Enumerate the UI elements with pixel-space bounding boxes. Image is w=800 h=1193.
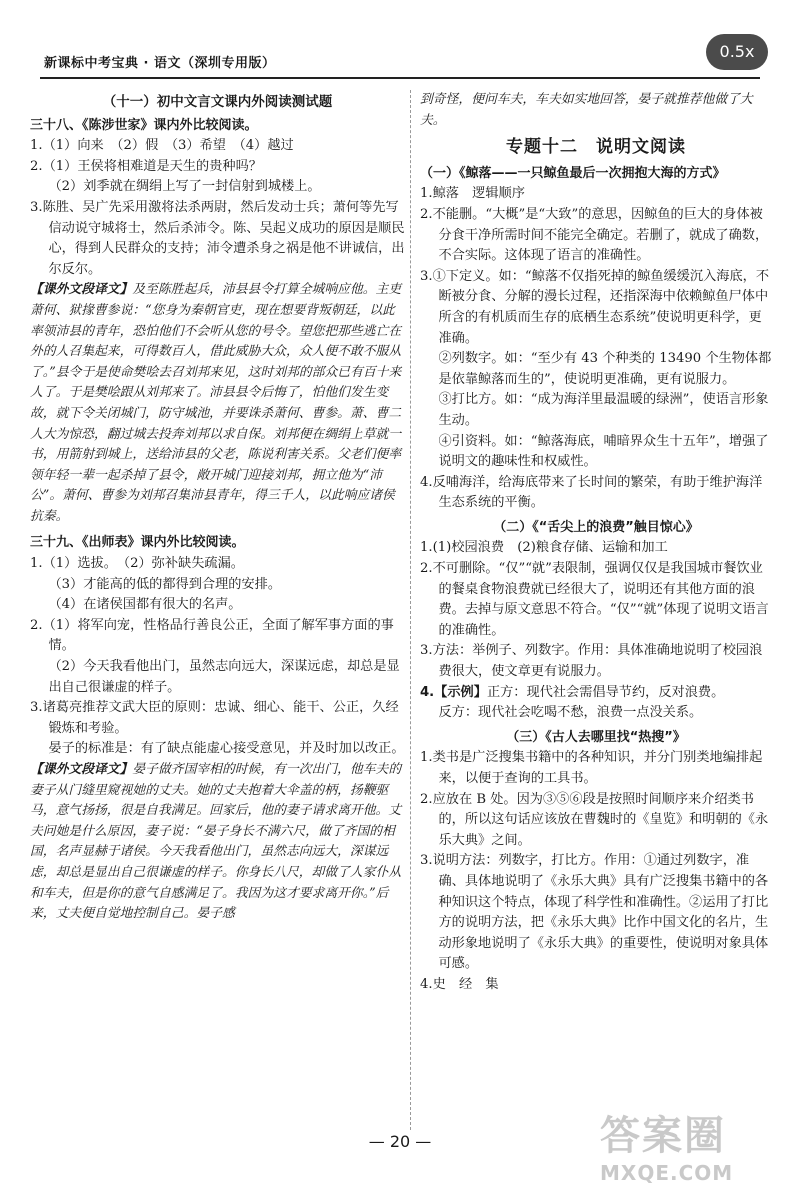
answer-s1-3-3: ③打比方。如：“成为海洋里最温暖的绿洲”，使语言形象生动。 [438,392,769,428]
answer-s2-4 [420,683,772,704]
example-tag: 4.【示例】 [420,684,487,700]
answer-39-2-1: 2.（1）将军向宠，性格品行善良公正，全面了解军事方面的事情。 [30,617,394,654]
answer-s3-3: 3.说明方法：列数字，打比方。作用：①通过列数字，准确、具体地说明了《永乐大典》具有广泛搜集书籍中的各种知识这个特点，体现了科学性和准确性。②运用了打比方的说明方法，把《永乐大典》比作中国文化的名片，生动形象地说明了《永乐大典》的重要性，使说明对象具体可感。 [420,853,769,972]
translation-38 [30,280,405,527]
answer-38-3: 3.陈胜、吴广先采用激将法杀两尉，然后发动士兵；萧何等先写信动说守城将士，然后杀沛令。陈、吴起义成功的原因是顺民心，得到人民群众的支持；沛令遭杀身之祸是他不讲诚信，出尔反尔。 [30,199,405,277]
answer-38-1: 1.（1）向来 （2）假 （3）希望 （4）越过 [30,138,294,154]
answer-s2-4-text: 正方：现代社会需倡导节约，反对浪费。 [486,684,725,700]
answer-s3-1: 1.类书是广泛搜集书籍中的各种知识，并分门别类地编排起来，以便于查询的工具书。 [420,750,763,786]
answer-s1-3-2: ②列数字。如：“至少有 43 个种类的 13490 个生物体都是依靠鲸落而生的”，使说明更准确，更有说服力。 [438,351,772,387]
watermark-logo: 答案圈 [600,1113,726,1159]
topic-12-title: 专题十二 说明文阅读 [506,137,686,158]
subsection-1-title: （一）《鲸落——一只鲸鱼最后一次拥抱大海的方式》 [420,165,726,181]
translation-text: 晏子做齐国宰相的时候，有一次出门，他车夫的妻子从门缝里窥视她的丈夫。她的丈夫抱着大伞盖的柄，扬鞭驱马，意气扬扬，很是自我满足。回家后，他的妻子请求离开他。丈夫问她是什么原因，妻子说：“晏子身长不满六尺，做了齐国的相国，名声显赫于诸侯。今天我看他出门，虽然志向远大，深谋远虑，却总是显出自己很谦虚的样子。你身长八尺，却做了人家仆从和车夫，但是你的意气自感满足了。我因为这才要求离开你。”后来，丈夫便自觉地控制自己。晏子感 [30,762,402,922]
left-column [30,90,405,925]
translation-tag: 【课外文段译文】 [30,762,133,777]
zoom-level-badge[interactable]: 0.5x [706,34,768,70]
subsection-2-title: （二）《“舌尖上的浪费”触目惊心》 [493,519,699,535]
answer-s2-1: 1.(1)校园浪费 (2)粮食存储、运输和加工 [420,540,668,556]
column-divider [410,90,411,1130]
subsection-3-title: （三）《古人去哪里找“热搜”》 [506,729,686,745]
answer-s3-4: 4.史 经 集 [420,976,499,992]
answer-39-1-2: （3）才能高的低的都得到合理的安排。 [48,576,282,592]
answer-s1-3-4: ④引资料。如：“鲸落海底，哺暗界众生十五年”，增强了说明文的趣味性和权威性。 [438,433,769,470]
answer-s1-3-1: 3.①下定义。如：“鲸落不仅指死掉的鲸鱼缓缓沉入海底，不断被分食、分解的漫长过程，还指深海中依赖鲸鱼尸体中所含的有机质而生存的底栖生态系统”使说明更科学，更准确。 [420,268,770,346]
translation-39 [30,760,405,925]
question-38-title: 三十八、《陈涉世家》课内外比较阅读。 [30,117,258,133]
translation-tag: 【课外文段译文】 [30,282,133,298]
header-rule [40,77,760,79]
answer-39-3: 3.诸葛亮推荐文武大臣的原则：忠诚、细心、能干、公正，久经锻炼和考验。 [30,700,399,736]
answer-s2-2: 2.不可删除。“仅”“就”表限制，强调仅仅是我国城市餐饮业的餐桌食物浪费就已经很大了，说明还有其他方面的浪费。去掉与原文意思不符合。“仅”“就”体现了说明文语言的准确性。 [420,561,769,638]
translation-text: 及至陈胜起兵，沛县县令打算全城响应他。主吏萧何、狱掾曹参说：“您身为秦朝官吏，现在想要背叛朝廷，以此率领沛县的青年，恐怕他们不会听从您的号令。望您把那些逃亡在外的人召集起来，可得数百人，借此威胁大众，众人便不敢不服从了。”县令于是使命樊哙去召刘邦来见，这时刘邦的部众已有百十来人了。于是樊哙跟从刘邦来了。沛县县令后悔了，怕他们发生变故，就下令关闭城门，防守城池，并要诛杀萧何、曹参。萧、曹二人大为惊恐，翻过城去投奔刘邦以求自保。刘邦便在绸绢上草就一书，用箭射到城上，送给沛县的父老，陈说利害关系。父老们便率领年轻一辈一起杀掉了县令，敞开城门迎接刘邦，拥立他为“沛公”。萧何、曹参为刘邦召集沛县青年，得三千人，以此响应诸侯抗秦。 [30,282,402,524]
answer-38-2-1: 2.（1）王侯将相难道是天生的贵种吗？ [30,158,262,174]
answer-s1-2: 2.不能删。“大概”是“大致”的意思，因鲸鱼的巨大的身体被分食干净所需时间不能完全确定。若删了，就成了确数，不合实际。这体现了语言的准确性。 [420,206,769,264]
answer-s2-3: 3.方法：举例子、列数字。作用：具体准确地说明了校园浪费很大，使文章更有说服力。 [420,643,763,680]
watermark-url: MXQE.COM [600,1161,734,1185]
answer-38-2-2: （2）刘季就在绸绢上写了一封信射到城楼上。 [48,179,321,195]
section-title-11: （十一）初中文言文课内外阅读测试题 [102,94,333,110]
translation-continued: 到奇怪，便问车夫，车夫如实地回答，晏子就推荐他做了大夫。 [420,92,753,128]
answer-39-3-2: 晏子的标准是：有了缺点能虚心接受意见，并及时加以改正。 [48,741,405,757]
question-39-title: 三十九、《出师表》课内外比较阅读。 [30,535,245,551]
answer-39-2-2: （2）今天我看他出门，虽然志向远大，深谋远虑，却总是显出自己很谦虚的样子。 [48,659,400,695]
answer-s1-1: 1.鲸落 逻辑顺序 [420,186,525,202]
book-title: 新课标中考宝典 · 语文（深圳专用版） [44,56,276,71]
watermark [600,1104,780,1184]
answer-s2-4-2: 反方：现代社会吃喝不愁，浪费一点没关系。 [438,705,703,721]
right-column [420,90,772,996]
answer-s3-2: 2.应放在 B 处。因为③⑤⑥段是按照时间顺序来介绍类书的，所以这句话应该放在曹魏时的《皇览》和明朝的《永乐大典》之间。 [420,791,769,848]
answer-s1-4: 4.反哺海洋，给海底带来了长时间的繁荣，有助于维护海洋生态系统的平衡。 [420,474,763,511]
answer-39-1-1: 1.（1）选拔。 （2）弥补缺失疏漏。 [30,556,244,572]
page-header [40,44,760,80]
answer-39-1-3: （4）在诸侯国都有很大的名声。 [48,597,242,613]
page-number: — 20 — [368,1132,432,1151]
